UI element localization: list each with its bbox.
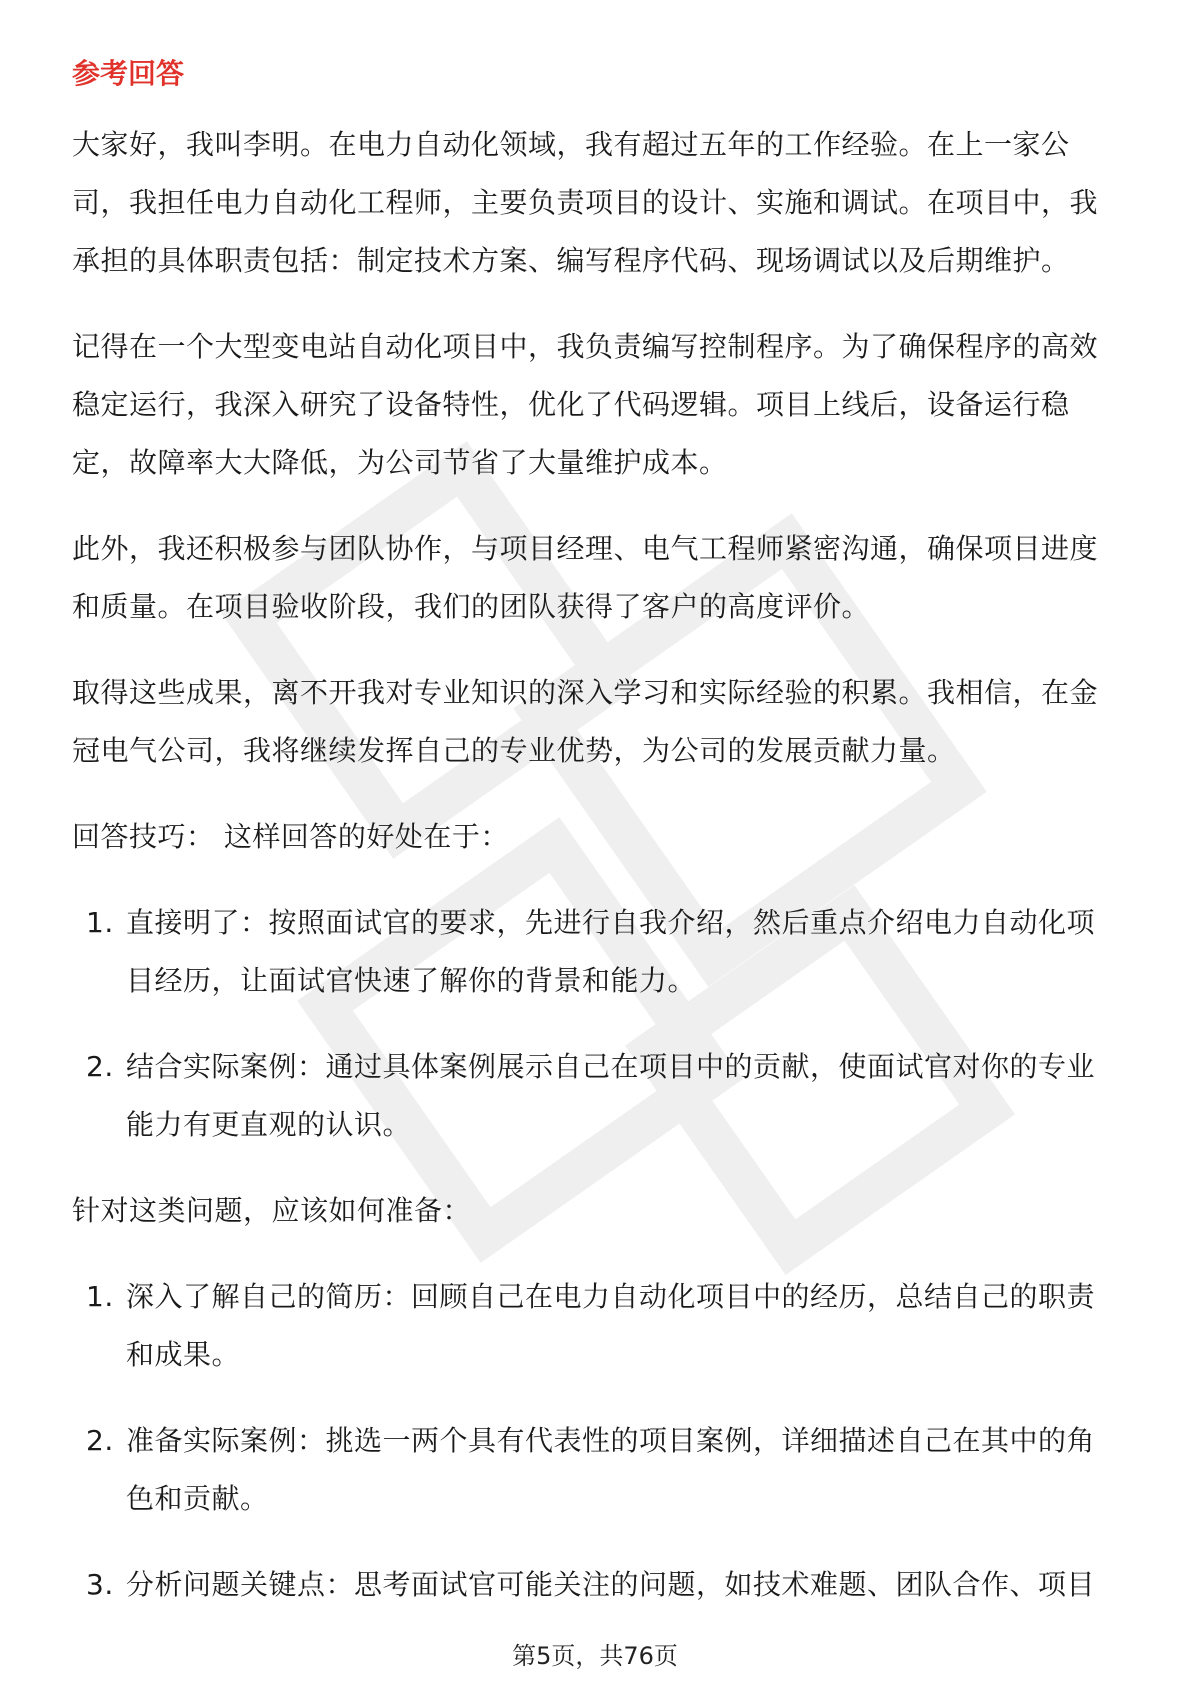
list-item	[72, 1268, 1117, 1384]
paragraph-conclusion: 取得这些成果，离不开我对专业知识的深入学习和实际经验的积累。我相信，在金冠电气公司，我将继续发挥自己的专业优势，为公司的发展贡献力量。	[72, 676, 1099, 767]
list-item-text: 分析问题关键点：思考面试官可能关注的问题，如技术难题、团队合作、项目	[126, 1568, 1096, 1601]
list-number: 2.	[86, 1050, 114, 1083]
list-item-text: 直接明了：按照面试官的要求，先进行自我介绍，然后重点介绍电力自动化项目经历，让面试官快速了解你的背景和能力。	[126, 906, 1096, 997]
paragraph-teamwork: 此外，我还积极参与团队协作，与项目经理、电气工程师紧密沟通，确保项目进度和质量。在项目验收阶段，我们的团队获得了客户的高度评价。	[72, 532, 1099, 623]
list-item	[72, 1412, 1117, 1528]
list-number: 1.	[86, 1280, 114, 1313]
page-heading: 参考回答	[72, 57, 185, 90]
list-item-text: 结合实际案例：通过具体案例展示自己在项目中的贡献，使面试官对你的专业能力有更直观的认识。	[126, 1050, 1096, 1141]
prep-heading: 针对这类问题，应该如何准备：	[72, 1194, 472, 1227]
main-content	[72, 116, 1117, 1642]
list-item	[72, 1038, 1117, 1154]
list-item	[72, 1556, 1117, 1614]
list-number: 1.	[86, 906, 114, 939]
list-number: 2.	[86, 1424, 114, 1457]
page-number-footer: 第5页，共76页	[512, 1642, 678, 1670]
list-number: 3.	[86, 1568, 114, 1601]
prep-list	[72, 1268, 1117, 1614]
paragraph-project: 记得在一个大型变电站自动化项目中，我负责编写控制程序。为了确保程序的高效稳定运行，我深入研究了设备特性，优化了代码逻辑。项目上线后，设备运行稳定，故障率大大降低，为公司节省了大量维护成本。	[72, 330, 1099, 479]
tips-list	[72, 894, 1117, 1154]
list-item-text: 深入了解自己的简历：回顾自己在电力自动化项目中的经历，总结自己的职责和成果。	[126, 1280, 1096, 1371]
tips-heading: 回答技巧： 这样回答的好处在于：	[72, 820, 509, 853]
list-item-text: 准备实际案例：挑选一两个具有代表性的项目案例，详细描述自己在其中的角色和贡献。	[126, 1424, 1096, 1515]
list-item	[72, 894, 1117, 1010]
paragraph-intro: 大家好，我叫李明。在电力自动化领域，我有超过五年的工作经验。在上一家公司，我担任电力自动化工程师，主要负责项目的设计、实施和调试。在项目中，我承担的具体职责包括：制定技术方案、编写程序代码、现场调试以及后期维护。	[72, 128, 1099, 277]
